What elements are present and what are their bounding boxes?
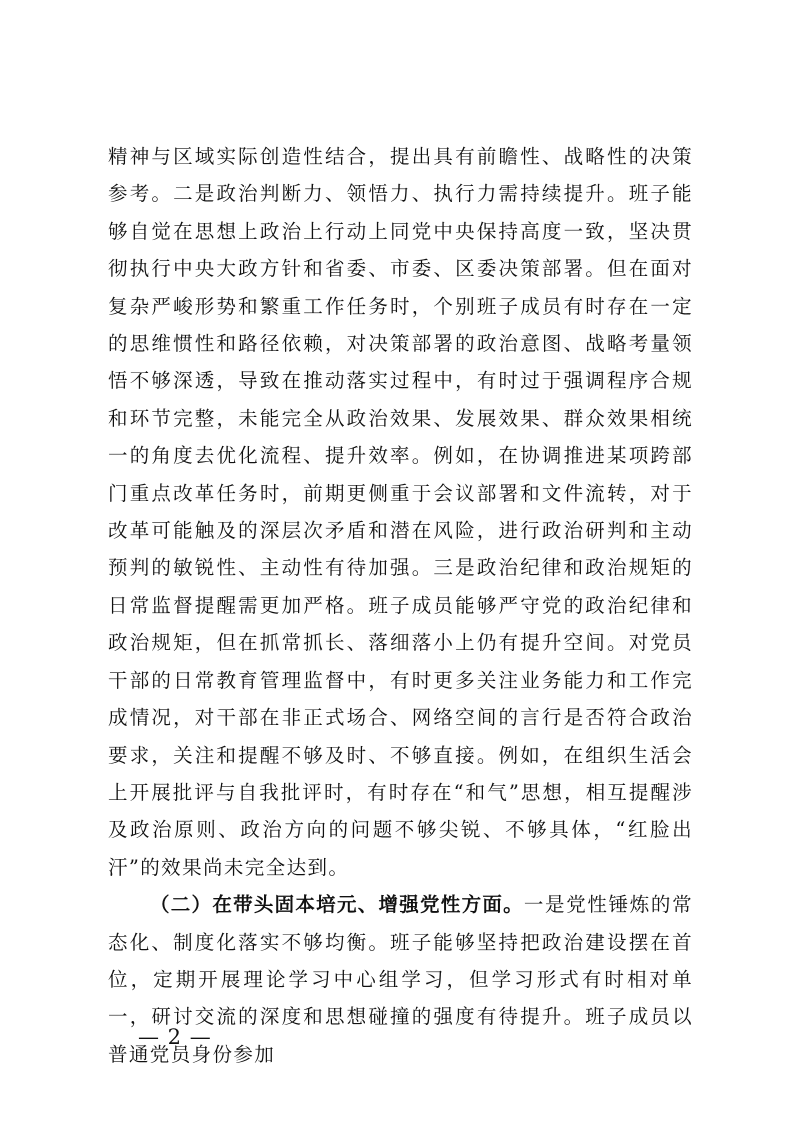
document-body: [108, 138, 693, 1073]
paragraph-text: 精神与区域实际创造性结合，提出具有前瞻性、战略性的决策参考。二是政治判断力、领悟力、执行力需持续提升。班子能够自觉在思想上政治上行动上同党中央保持高度一致，坚决贯彻执行中央大政方针和省委、市委、区委决策部署。但在面对复杂严峻形势和繁重工作任务时，个别班子成员有时存在一定的思维惯性和路径依赖，对决策部署的政治意图、战略考量领悟不够深透，导致在推动落实过程中，有时过于强调程序合规和环节完整，未能完全从政治效果、发展效果、群众效果相统一的角度去优化流程、提升效率。例如，在协调推进某项跨部门重点改革任务时，前期更侧重于会议部署和文件流转，对于改革可能触及的深层次矛盾和潜在风险，进行政治研判和主动预判的敏锐性、主动性有待加强。三是政治纪律和政治规矩的日常监督提醒需更加严格。班子成员能够严守党的政治纪律和政治规矩，但在抓常抓长、落细落小上仍有提升空间。对党员干部的日常教育管理监督中，有时更多关注业务能力和工作完成情况，对干部在非正式场合、网络空间的言行是否符合政治要求，关注和提醒不够及时、不够直接。例如，在组织生活会上开展批评与自我批评时，有时存在“和气”思想，相互提醒涉及政治原则、政治方向的问题不够尖锐、不够具体，“红脸出汗”的效果尚未完全达到。: [108, 145, 693, 879]
page-number: — 2 —: [138, 1025, 212, 1049]
paragraph-text: 一是党性锤炼的常态化、制度化落实不够均衡。班子能够坚持把政治建设摆在首位，定期开展理论学习中心组学习，但学习形式有时相对单一，研讨交流的深度和思想碰撞的强度有待提升。班子成员以普通党员身份参加: [108, 893, 693, 1066]
paragraph-continuation: [108, 138, 693, 886]
section-heading: （二）在带头固本培元、增强党性方面。: [150, 893, 524, 917]
